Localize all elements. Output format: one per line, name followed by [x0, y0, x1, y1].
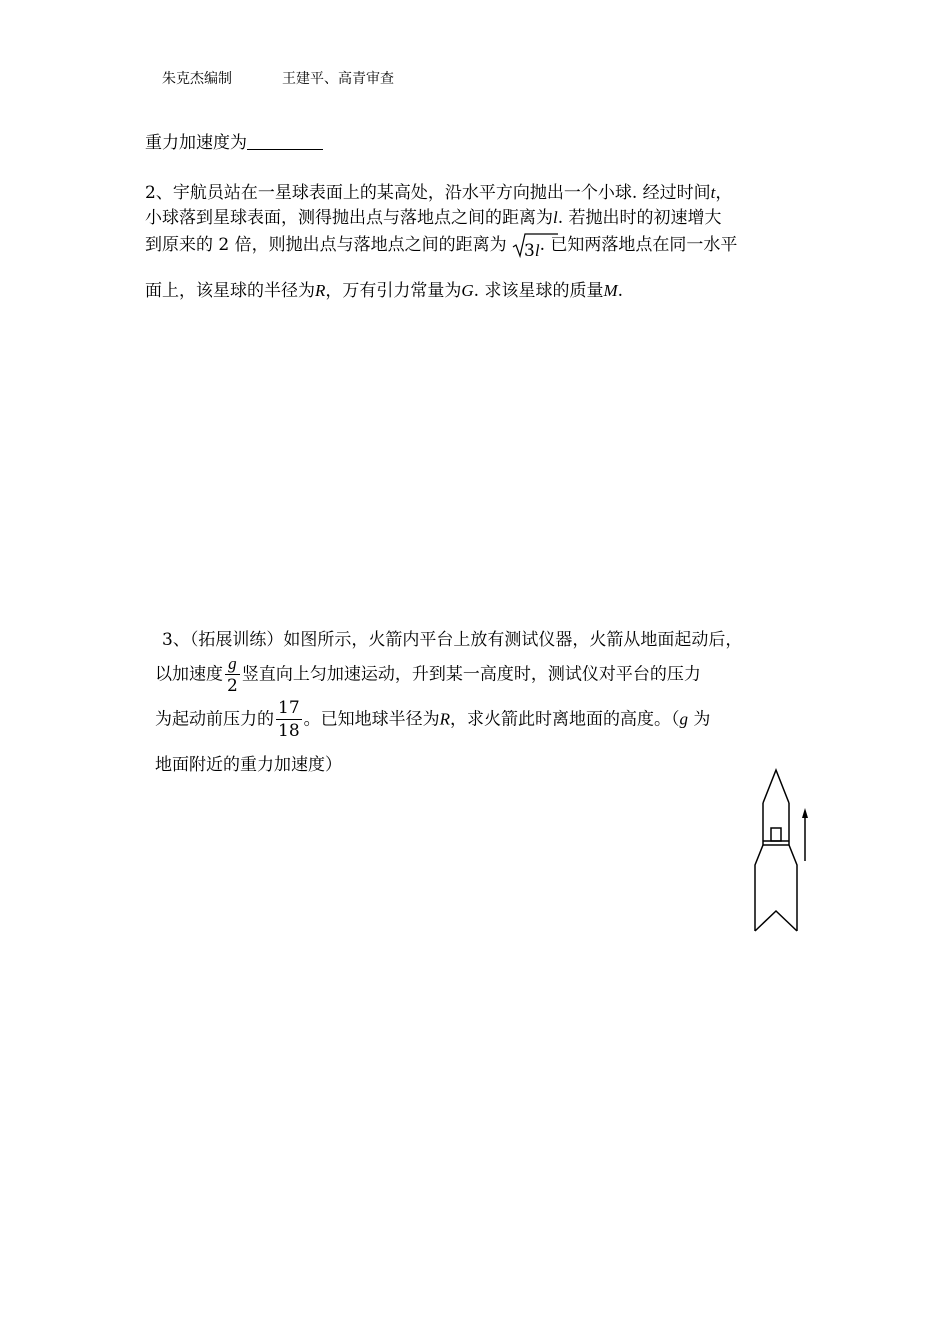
frac-den: 2	[227, 676, 238, 696]
var-M: M	[603, 281, 618, 300]
q2-line-2	[145, 203, 722, 228]
frac-num: g	[228, 654, 237, 673]
rocket-diagram	[745, 765, 825, 940]
q2-text: ，万有引力常量为	[325, 281, 462, 301]
rocket-lower-right	[789, 845, 797, 931]
q2-text: 小球落到星球表面，测得抛出点与落地点之间的距离为	[145, 208, 553, 228]
frac-den: 18	[278, 721, 300, 741]
q3-text: ，求火箭此时离地面的高度。（	[450, 709, 680, 730]
reviewer-credit: 王建平、高青审查	[282, 71, 394, 87]
q3-line-4: 地面附近的重力加速度）	[155, 755, 342, 775]
q2-line-3	[145, 230, 738, 261]
rocket-nose	[763, 770, 789, 803]
q2-text: .	[617, 281, 624, 301]
sqrt-var: l	[534, 241, 540, 260]
q2-text: . 已知两落地点在同一水平	[539, 235, 738, 255]
q2-text: . 求该星球的质量	[473, 281, 604, 301]
compiler-credit: 朱克杰编制	[162, 71, 232, 87]
rocket-lower-left	[755, 845, 763, 931]
fraction-17-over-18	[276, 700, 302, 740]
var-t: t	[710, 183, 716, 202]
q2-text: 到原来的 2 倍，则抛出点与落地点之间的距离为	[145, 235, 507, 255]
q1-tail-text: 重力加速度为	[145, 133, 247, 153]
q2-text: . 若抛出时的初速增大	[557, 208, 722, 228]
q3-line-2	[155, 655, 701, 695]
frac-num: 17	[278, 698, 300, 718]
answer-blank	[247, 133, 323, 150]
test-instrument	[771, 828, 781, 841]
sqrt-arg: 3	[524, 241, 535, 261]
q3-line-1: 3、（拓展训练）如图所示，火箭内平台上放有测试仪器，火箭从地面起动后，	[162, 630, 743, 650]
q1-tail-line	[145, 128, 323, 153]
q3-text: 为起动前压力的	[155, 709, 274, 730]
var-g: g	[679, 709, 689, 729]
rocket-tail	[755, 911, 797, 931]
q3-text: 竖直向上匀加速运动，升到某一高度时，测试仪对平台的压力	[241, 664, 701, 685]
q3-text: 为	[688, 709, 711, 730]
q2-text: 面上，该星球的半径为	[145, 281, 315, 301]
var-R: R	[315, 281, 326, 300]
q2-line-4	[145, 276, 623, 301]
var-R: R	[439, 709, 451, 729]
q3-text: 。已知地球半径为	[303, 709, 440, 730]
var-l: l	[553, 208, 558, 227]
q2-line-1	[145, 178, 732, 203]
q2-text: 2、宇航员站在一星球表面上的某高处，沿水平方向抛出一个小球. 经过时间	[145, 183, 711, 203]
var-G: G	[461, 281, 474, 300]
fraction-g-over-2	[225, 655, 240, 695]
q3-line-3	[155, 700, 710, 740]
sqrt-expression	[512, 235, 540, 261]
q3-text: 以加速度	[155, 664, 223, 685]
q2-text: ，	[715, 183, 733, 203]
